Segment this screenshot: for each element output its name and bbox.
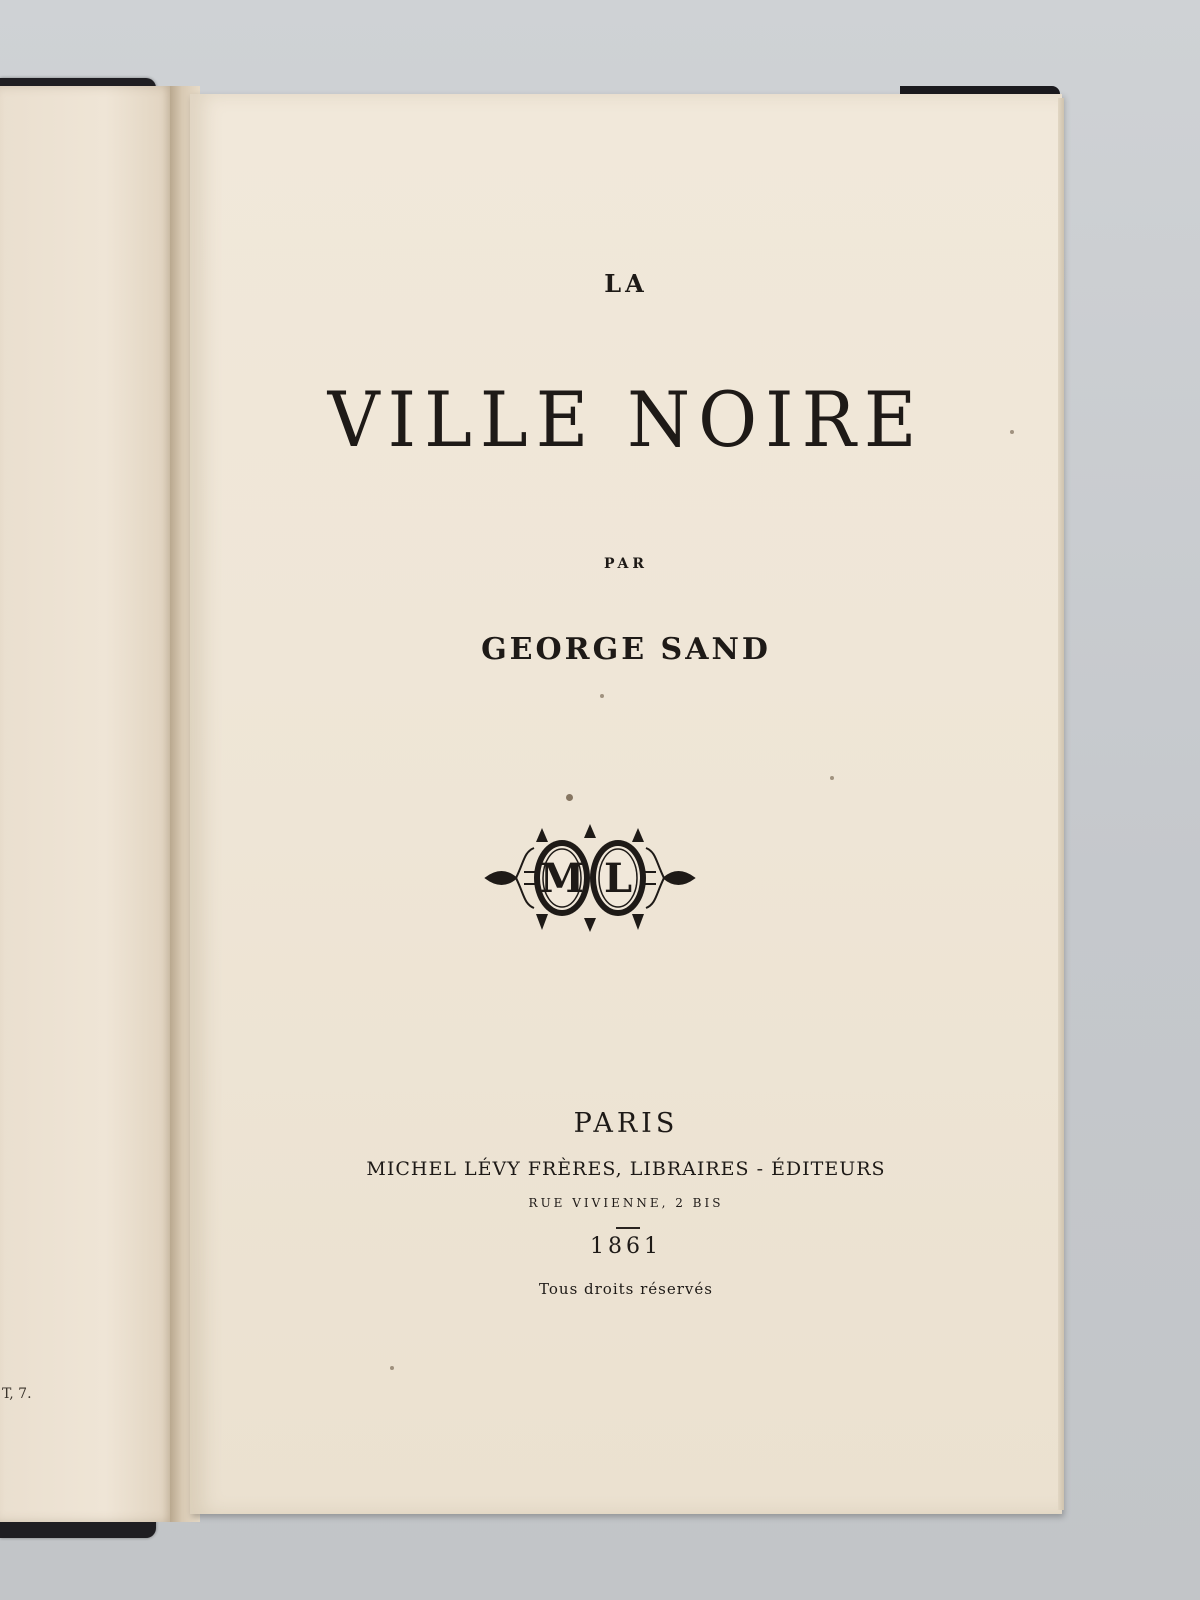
title-page <box>190 94 1062 1514</box>
publisher-address: RUE VIVIENNE, 2 BIS <box>528 1196 724 1210</box>
publisher-monogram-icon <box>480 822 700 934</box>
author-name: GEORGE SAND <box>481 632 771 667</box>
paper-speck <box>390 1366 394 1370</box>
separator-rule <box>616 1227 640 1229</box>
paper-speck <box>600 694 604 698</box>
svg-text:L: L <box>603 855 633 902</box>
svg-text:M: M <box>539 855 585 902</box>
publication-year: 1861 <box>590 1234 662 1259</box>
paper-speck <box>1010 430 1014 434</box>
publisher-name: MICHEL LÉVY FRÈRES, LIBRAIRES - ÉDITEURS <box>366 1158 886 1180</box>
by-line: PAR <box>603 556 648 572</box>
title-article: LA <box>604 269 648 298</box>
rights-notice: Tous droits réservés <box>539 1280 713 1298</box>
paper-speck <box>566 794 573 801</box>
publication-city: PARIS <box>573 1108 679 1139</box>
page-edge <box>1058 98 1064 1510</box>
left-page <box>0 86 176 1522</box>
left-page-text-fragment: T, 7. <box>2 1386 32 1402</box>
paper-speck <box>830 776 834 780</box>
book-title: VILLE NOIRE <box>327 375 925 465</box>
